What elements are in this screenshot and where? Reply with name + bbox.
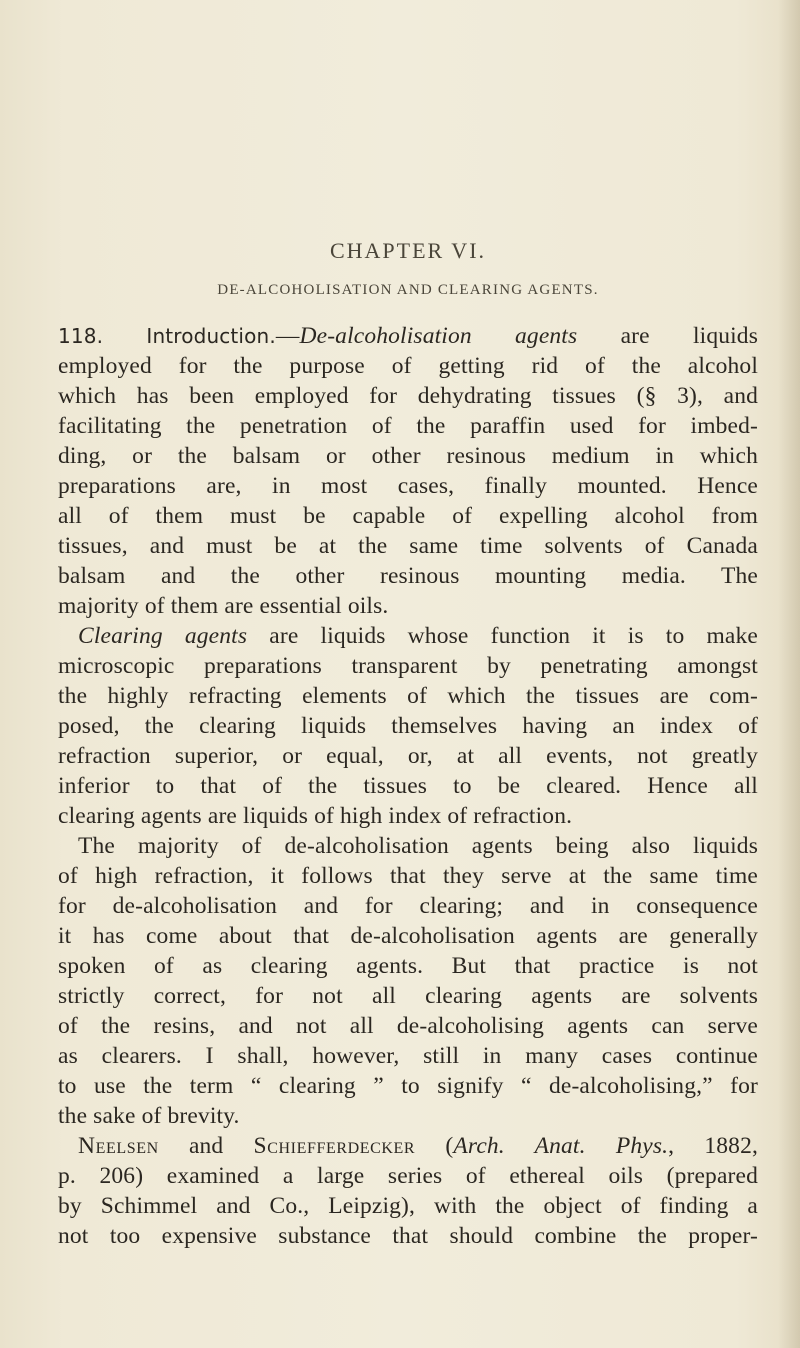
text-line: ding, or the balsam or other resinous medium in which — [58, 443, 758, 469]
text-line: not too expensive substance that should combine the proper- — [58, 1223, 758, 1249]
text-line: microscopic preparations transparent by penetrating amongst — [58, 653, 758, 679]
text-line: the sake of brevity. — [58, 1103, 240, 1129]
text-line: balsam and the other resinous mounting media. The — [58, 563, 758, 589]
text-line: as clearers. I shall, however, still in many cases continue — [58, 1043, 758, 1069]
text-line: of the resins, and not all de-alcoholising agents can serve — [58, 1013, 758, 1039]
text-line: The majority of de-alcoholisation agents being also liquids — [78, 833, 758, 859]
citation-line — [58, 1131, 758, 1162]
author-neelsen: Neelsen — [78, 1133, 159, 1159]
section-term: De-alcoholisation agents — [299, 323, 578, 349]
text-line: it has come about that de-alcoholisation agents are generally — [58, 923, 758, 949]
text-line: of high refraction, it follows that they serve at the same time — [58, 863, 758, 889]
text-line: employed for the purpose of getting rid of the alcohol — [58, 353, 758, 379]
section-number: 118. — [58, 324, 104, 348]
text-line: clearing agents are liquids of high index of refraction. — [58, 803, 573, 829]
chapter-title: CHAPTER VI. — [329, 238, 487, 263]
citation-year: , 1882, — [668, 1133, 759, 1159]
text-line: to use the term “ clearing ” to signify “ de-alcoholising,” for — [58, 1073, 758, 1099]
section-dash: — — [275, 323, 300, 349]
text-line: facilitating the penetration of the paraffin used for imbed- — [58, 413, 758, 439]
author-schiefferdecker: Schiefferdecker — [253, 1133, 416, 1159]
text-line: tissues, and must be at the same time solvents of Canada — [58, 533, 758, 559]
text-line: majority of them are essential oils. — [58, 593, 389, 619]
text-line: by Schimmel and Co., Leipzig), with the object of finding a — [58, 1193, 758, 1219]
text-line: refraction superior, or equal, or, at all events, not greatly — [58, 743, 758, 769]
text-line: are liquids whose function it is to make — [269, 623, 758, 649]
citation-open-paren: ( — [445, 1133, 454, 1159]
text-line: p. 206) examined a large series of ethereal oils (prepared — [58, 1163, 758, 1189]
citation-journal: Arch. Anat. Phys. — [453, 1133, 669, 1159]
page-edge-shadow — [778, 0, 800, 1348]
text-line: posed, the clearing liquids themselves having an index of — [58, 713, 758, 739]
text-and: and — [188, 1133, 224, 1159]
text-line: which has been employed for dehydrating tissues (§ 3), and — [58, 383, 758, 409]
text-line: are liquids — [620, 323, 759, 349]
text-line: inferior to that of the tissues to be cleared. Hence all — [58, 773, 758, 799]
text-line: the highly refracting elements of which the tissues are com- — [58, 683, 758, 709]
term-clearing-agents: Clearing agents — [78, 623, 248, 649]
section-heading-line — [58, 321, 758, 352]
chapter-subtitle: DE-ALCOHOLISATION AND CLEARING AGENTS. — [217, 282, 599, 298]
paragraph-clearing-agents — [58, 621, 758, 652]
text-line: all of them must be capable of expelling alcohol from — [58, 503, 758, 529]
text-line: spoken of as clearing agents. But that practice is not — [58, 953, 758, 979]
text-line: strictly correct, for not all clearing agents are solvents — [58, 983, 758, 1009]
text-line: preparations are, in most cases, finally mounted. Hence — [58, 473, 758, 499]
section-heading: Introduction. — [146, 324, 276, 348]
text-line: for de-alcoholisation and for clearing; and in consequence — [58, 893, 758, 919]
